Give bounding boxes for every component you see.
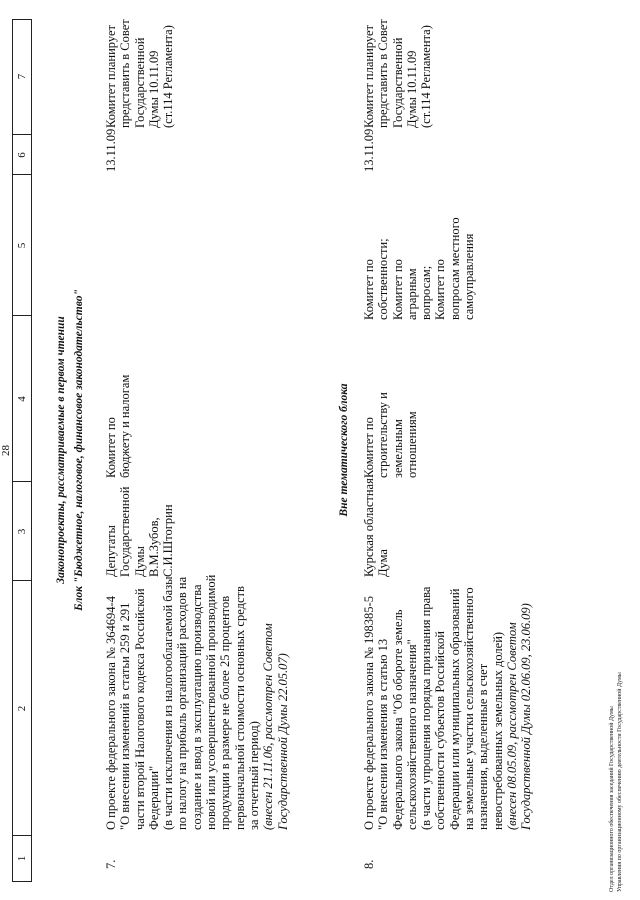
bill-title: О проекте федерального закона № 364694-4 "О внесении изменений в статьи 259 и 291 части второй Налогового кодекса Российской Федерации" (в части исключения из налогооблагаемой базы по налогу на прибыль организаций расходов на создание и ввод в эксплуатацию производства новой или усовершенствованной производимой продукции в размере не более 25 процентов первоначальной стоимости основных средств за отчетный период) (внесен 21.11.06, рассмотрен Советом Государственной Думы 22.05.07) [104,574,290,830]
remark: Комитет планирует представить в Совет Государственной Думы 10.11.09 (ст.114 Регламента) [362,19,434,128]
col-header-2: 2 [16,705,28,712]
col-header-4: 4 [16,396,28,402]
responsible-committee: Комитет по строительству и земельным отношениям [362,392,419,478]
responsible-committee: Комитет по бюджету и налогам [104,374,133,478]
date: 13.11.09 [104,128,118,172]
bill-title: О проекте федерального закона № 198385-5 "О внесении изменения в статью 13 Федерального закона "Об обороте земель сельскохозяйственного назначения" (в части упрощения порядка признания права собственности субъектов Российской Федерации или муниципальных образований на земельные участки сельскохозяйственного назначения, выделенные в счет невостребованных земельных долей) (внесен 08.05.09, рассмотрен Советом Государственной Думы 02.06.09, 23.06.09) [362,586,534,830]
section-title: Законопроекты, рассматриваемые в первом чтении [55,316,67,584]
block-title: Блок "Бюджетное, налоговое, финансовое законодательство" [73,289,85,611]
col-header-3: 3 [16,528,28,535]
bill-author: Депутаты Государственной Думы В.М.Зубов, С.И.Штогрин [104,486,176,577]
off-block-title: Вне тематического блока [338,383,350,517]
footer: Отдел организационного обеспечения заседаний Государственной Думы Управления по организационному обеспечению деятельности Государственной Думы [609,672,623,892]
remark: Комитет планирует представить в Совет Государственной Думы 10.11.09 (ст.114 Регламента) [104,19,176,128]
bill-note: Государственной Думы 22.05.07) [275,653,290,830]
bill-note: Государственной Думы 02.06.09, 23.06.09) [519,603,534,830]
bill-author: Курская областная Дума [362,478,391,577]
col-header-5: 5 [16,242,28,249]
col-header-1: 1 [16,855,28,862]
bill-note: (внесен 21.11.06, рассмотрен Советом [261,623,276,830]
col-header-6: 6 [16,152,28,158]
co-executor-committees: Комитет по собственности; Комитет по аграрным вопросам; Комитет по вопросам местного самоуправления [362,217,477,320]
row-number: 7. [104,859,118,869]
bill-note: (внесен 08.05.09, рассмотрен Советом [504,622,519,830]
column-header-row [12,19,32,882]
page-number: 28 [0,445,12,456]
col-header-7: 7 [16,73,28,80]
date: 13.11.09 [362,128,376,172]
row-number: 8. [362,859,376,869]
